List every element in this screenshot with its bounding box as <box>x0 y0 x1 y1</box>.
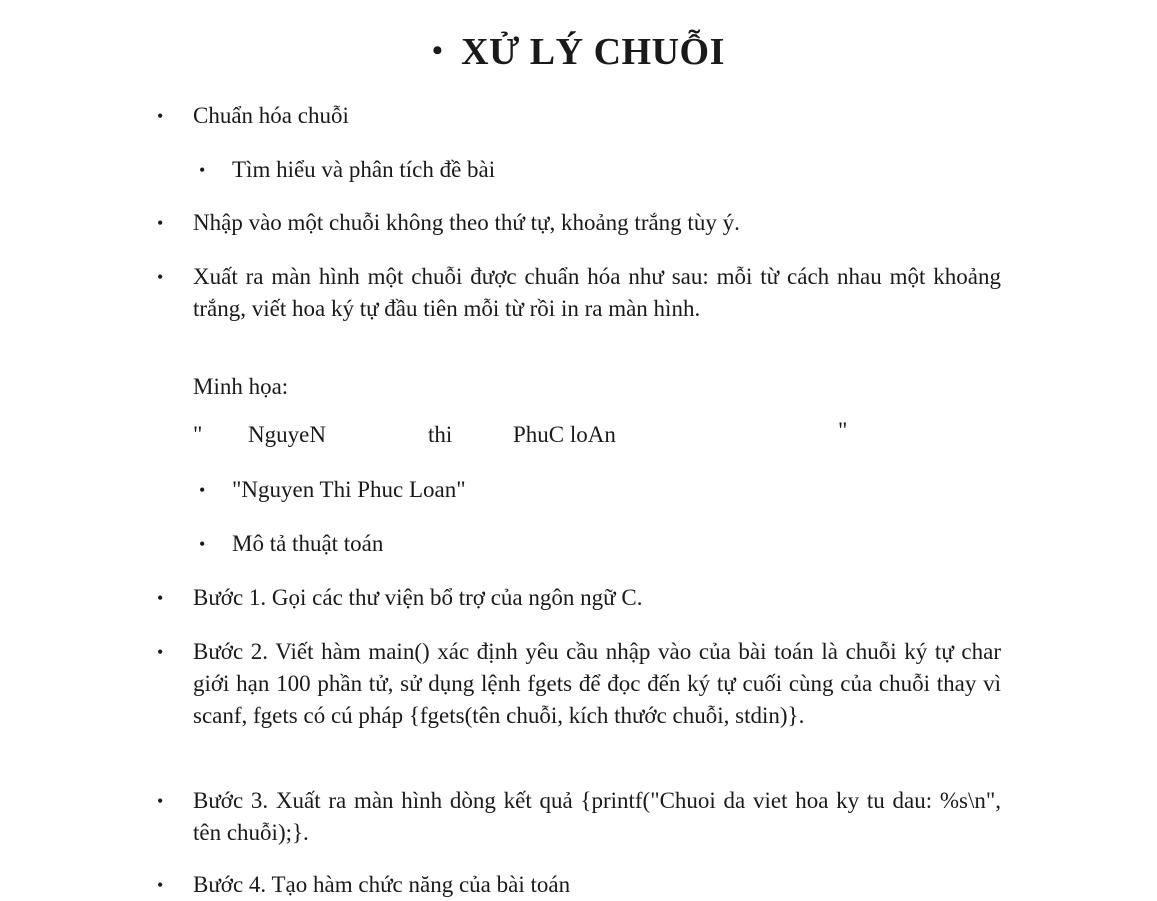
bullet-icon: • <box>157 875 164 895</box>
step-4: Bước 4. Tạo hàm chức năng của bài toán <box>193 872 571 897</box>
step-1: Bước 1. Gọi các thư viện bổ trợ của ngôn ngữ C. <box>193 585 643 610</box>
bullet-icon: • <box>157 642 164 662</box>
sample-word: thi <box>428 422 453 447</box>
sample-open-quote: " <box>193 422 203 447</box>
bullet-icon: • <box>157 791 164 811</box>
bullet-icon: • <box>157 267 164 287</box>
bullet-icon: • <box>199 160 206 180</box>
sample-word: NguyeN <box>248 422 326 447</box>
step-2: Bước 2. Viết hàm main() xác định yêu cầu nhập vào của bài toán là chuỗi ký tự char giới hạn 100 phần tử, sử dụng lệnh fgets để đọc đến ký tự cuối cùng của chuỗi thay vì scanf, fgets có cú pháp {fgets(tên chuỗi, kích thước chuỗi, stdin)}. <box>193 639 1001 728</box>
bullet-icon: • <box>199 534 206 554</box>
title-text: XỬ LÝ CHUỖI <box>461 31 725 73</box>
bullet-icon: • <box>157 213 164 233</box>
bullet-icon: • <box>157 588 164 608</box>
document-title <box>0 30 1157 74</box>
subsection-heading: Tìm hiểu và phân tích đề bài <box>232 157 496 182</box>
bullet-icon: • <box>157 106 164 126</box>
illustration-label: Minh họa: <box>193 374 289 399</box>
subsection-heading: Mô tả thuật toán <box>232 531 384 556</box>
title-bullet-icon: • <box>432 34 444 67</box>
sample-close-quote: " <box>838 418 848 443</box>
sample-word: PhuC loAn <box>513 422 616 447</box>
paragraph-output: Xuất ra màn hình một chuỗi được chuẩn hóa như sau: mỗi từ cách nhau một khoảng trắng, viết hoa ký tự đầu tiên mỗi từ rồi in ra màn hình. <box>193 264 1001 321</box>
bullet-icon: • <box>199 480 206 500</box>
paragraph-input: Nhập vào một chuỗi không theo thứ tự, khoảng trắng tùy ý. <box>193 210 740 235</box>
section-heading: Chuẩn hóa chuỗi <box>193 103 349 128</box>
sample-result: "Nguyen Thi Phuc Loan" <box>232 477 466 502</box>
step-3: Bước 3. Xuất ra màn hình dòng kết quả {printf("Chuoi da viet hoa ky tu dau: %s\n", tên chuỗi);}. <box>193 788 1001 845</box>
